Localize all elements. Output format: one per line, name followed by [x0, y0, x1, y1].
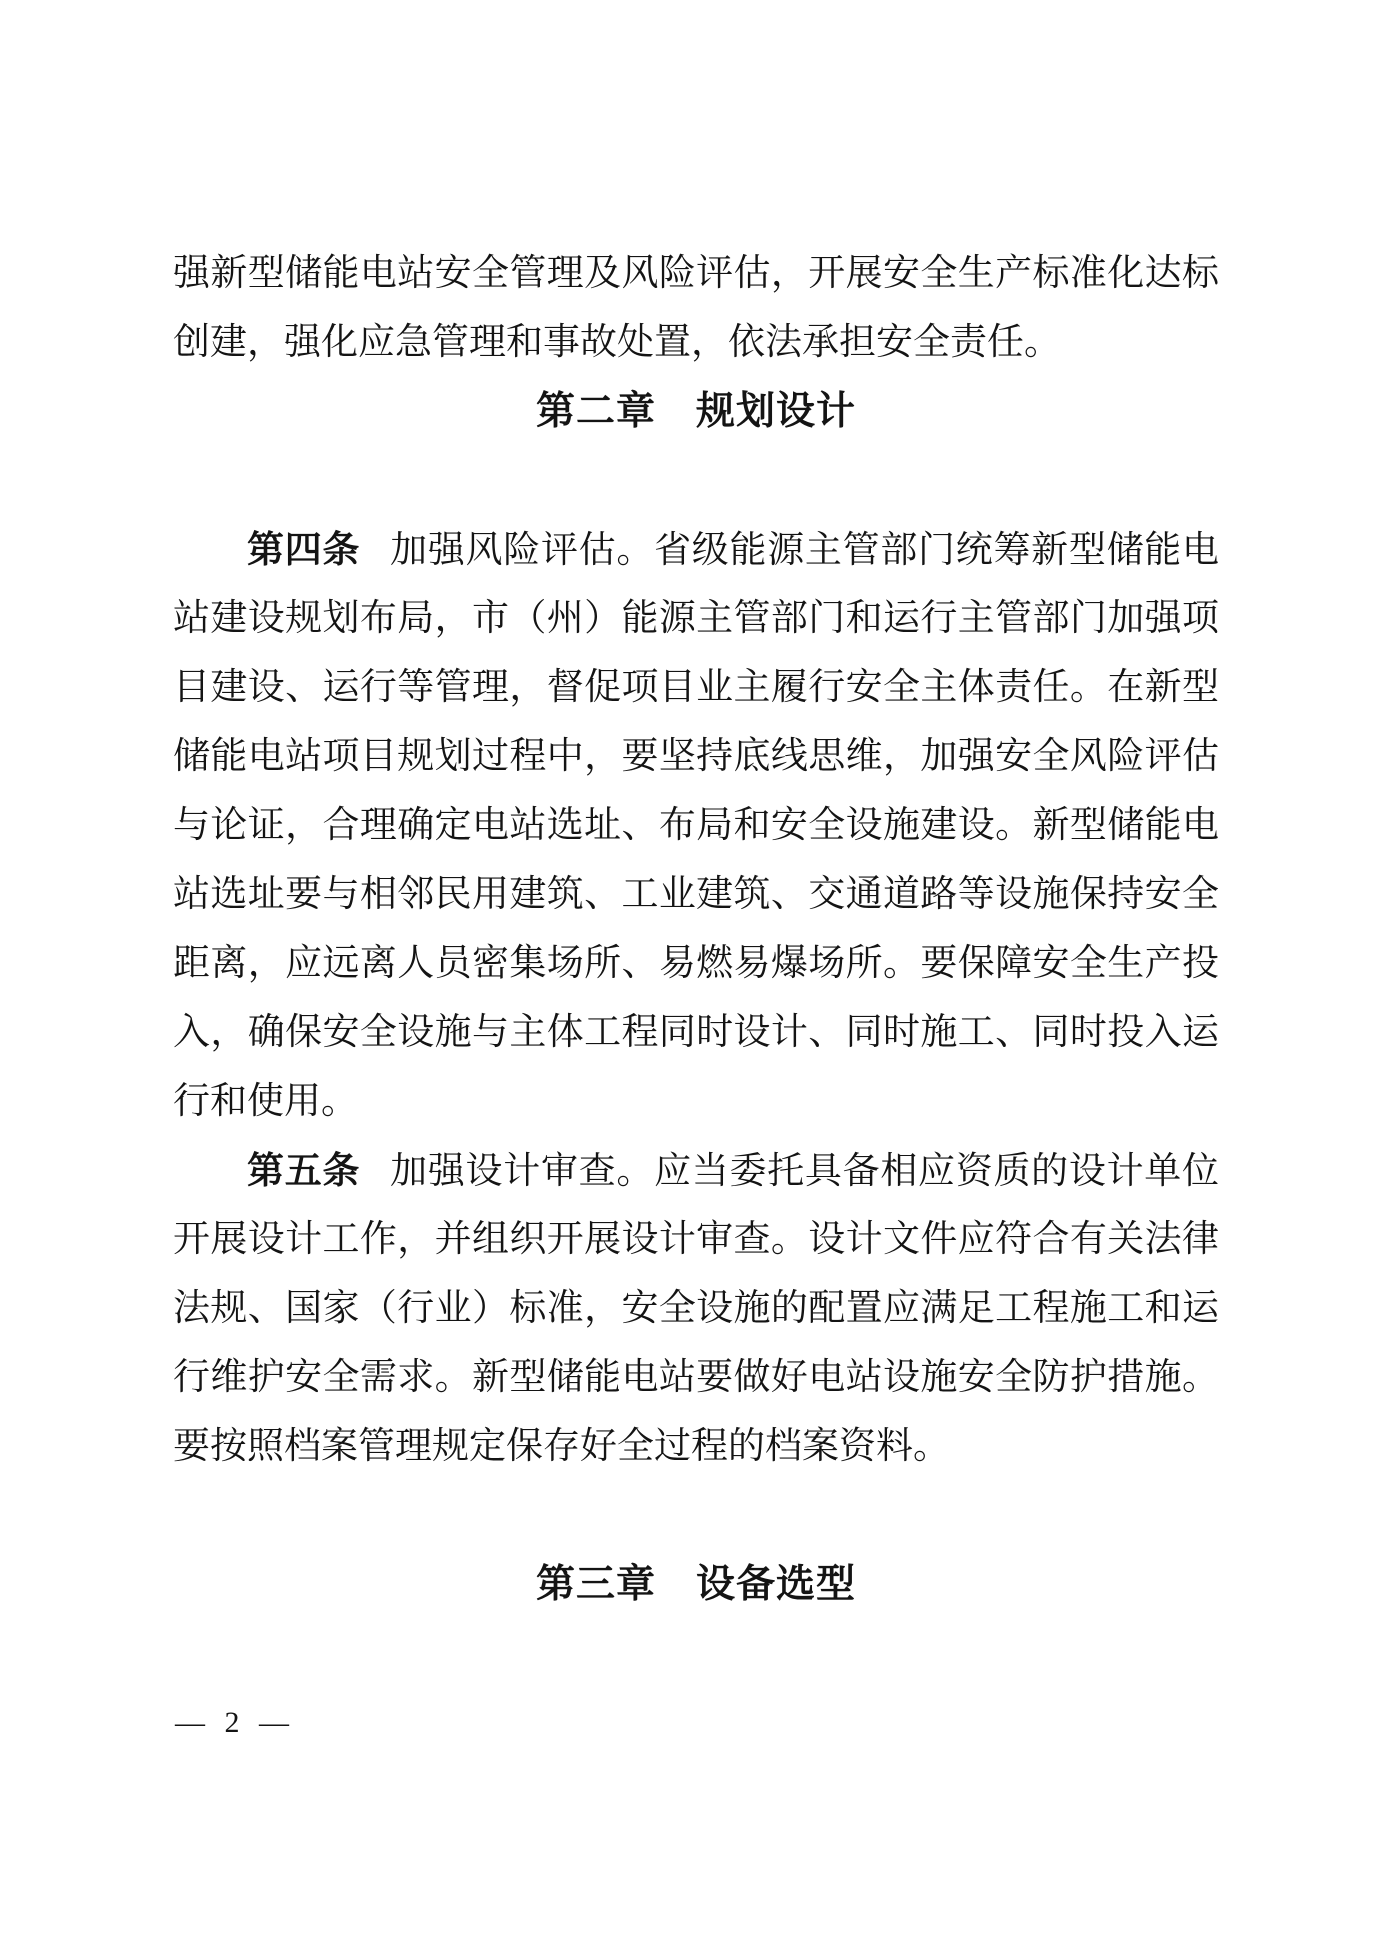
article-5-line: 要按照档案管理规定保存好全过程的档案资料。	[173, 1426, 950, 1467]
article-5-line: 行维护安全需求。新型储能电站要做好电站设施安全防护措施。	[173, 1357, 1219, 1398]
article-5-text: 加强设计审查。应当委托具备相应资质的设计单位	[390, 1151, 1219, 1192]
chapter-2-heading: 第二章 规划设计	[535, 390, 856, 433]
article-4-line: 站选址要与相邻民用建筑、工业建筑、交通道路等设施保持安全	[173, 874, 1219, 915]
document-body	[173, 239, 1219, 1619]
article-5-term: 第五条	[247, 1150, 361, 1191]
article-4-line: 目建设、运行等管理，督促项目业主履行安全主体责任。在新型	[173, 667, 1219, 708]
intro-paragraph-line: 创建，强化应急管理和事故处置，依法承担安全责任。	[173, 322, 1061, 363]
article-4-line: 站建设规划布局，市（州）能源主管部门和运行主管部门加强项	[173, 598, 1219, 639]
footer-page-number: — 2 —	[175, 1706, 289, 1739]
article-4-line: 距离，应远离人员密集场所、易燃易爆场所。要保障安全生产投	[173, 943, 1219, 984]
article-4-term: 第四条	[247, 529, 361, 570]
article-4-first-line	[173, 515, 1219, 584]
article-4-text: 加强风险评估。省级能源主管部门统筹新型储能电	[390, 530, 1219, 571]
blank-line	[173, 446, 1219, 515]
blank-line	[173, 1481, 1219, 1550]
article-4-line: 入，确保安全设施与主体工程同时设计、同时施工、同时投入运	[173, 1012, 1219, 1053]
article-4-line: 与论证，合理确定电站选址、布局和安全设施建设。新型储能电	[173, 805, 1219, 846]
intro-paragraph-line: 强新型储能电站安全管理及风险评估，开展安全生产标准化达标	[173, 253, 1219, 294]
article-5-line: 开展设计工作，并组织开展设计审查。设计文件应符合有关法律	[173, 1219, 1219, 1260]
article-5-first-line	[173, 1136, 1219, 1205]
article-4-line: 行和使用。	[173, 1081, 358, 1122]
article-4-line: 储能电站项目规划过程中，要坚持底线思维，加强安全风险评估	[173, 736, 1219, 777]
chapter-3-heading: 第三章 设备选型	[535, 1563, 856, 1606]
article-5-line: 法规、国家（行业）标准，安全设施的配置应满足工程施工和运	[173, 1288, 1219, 1329]
